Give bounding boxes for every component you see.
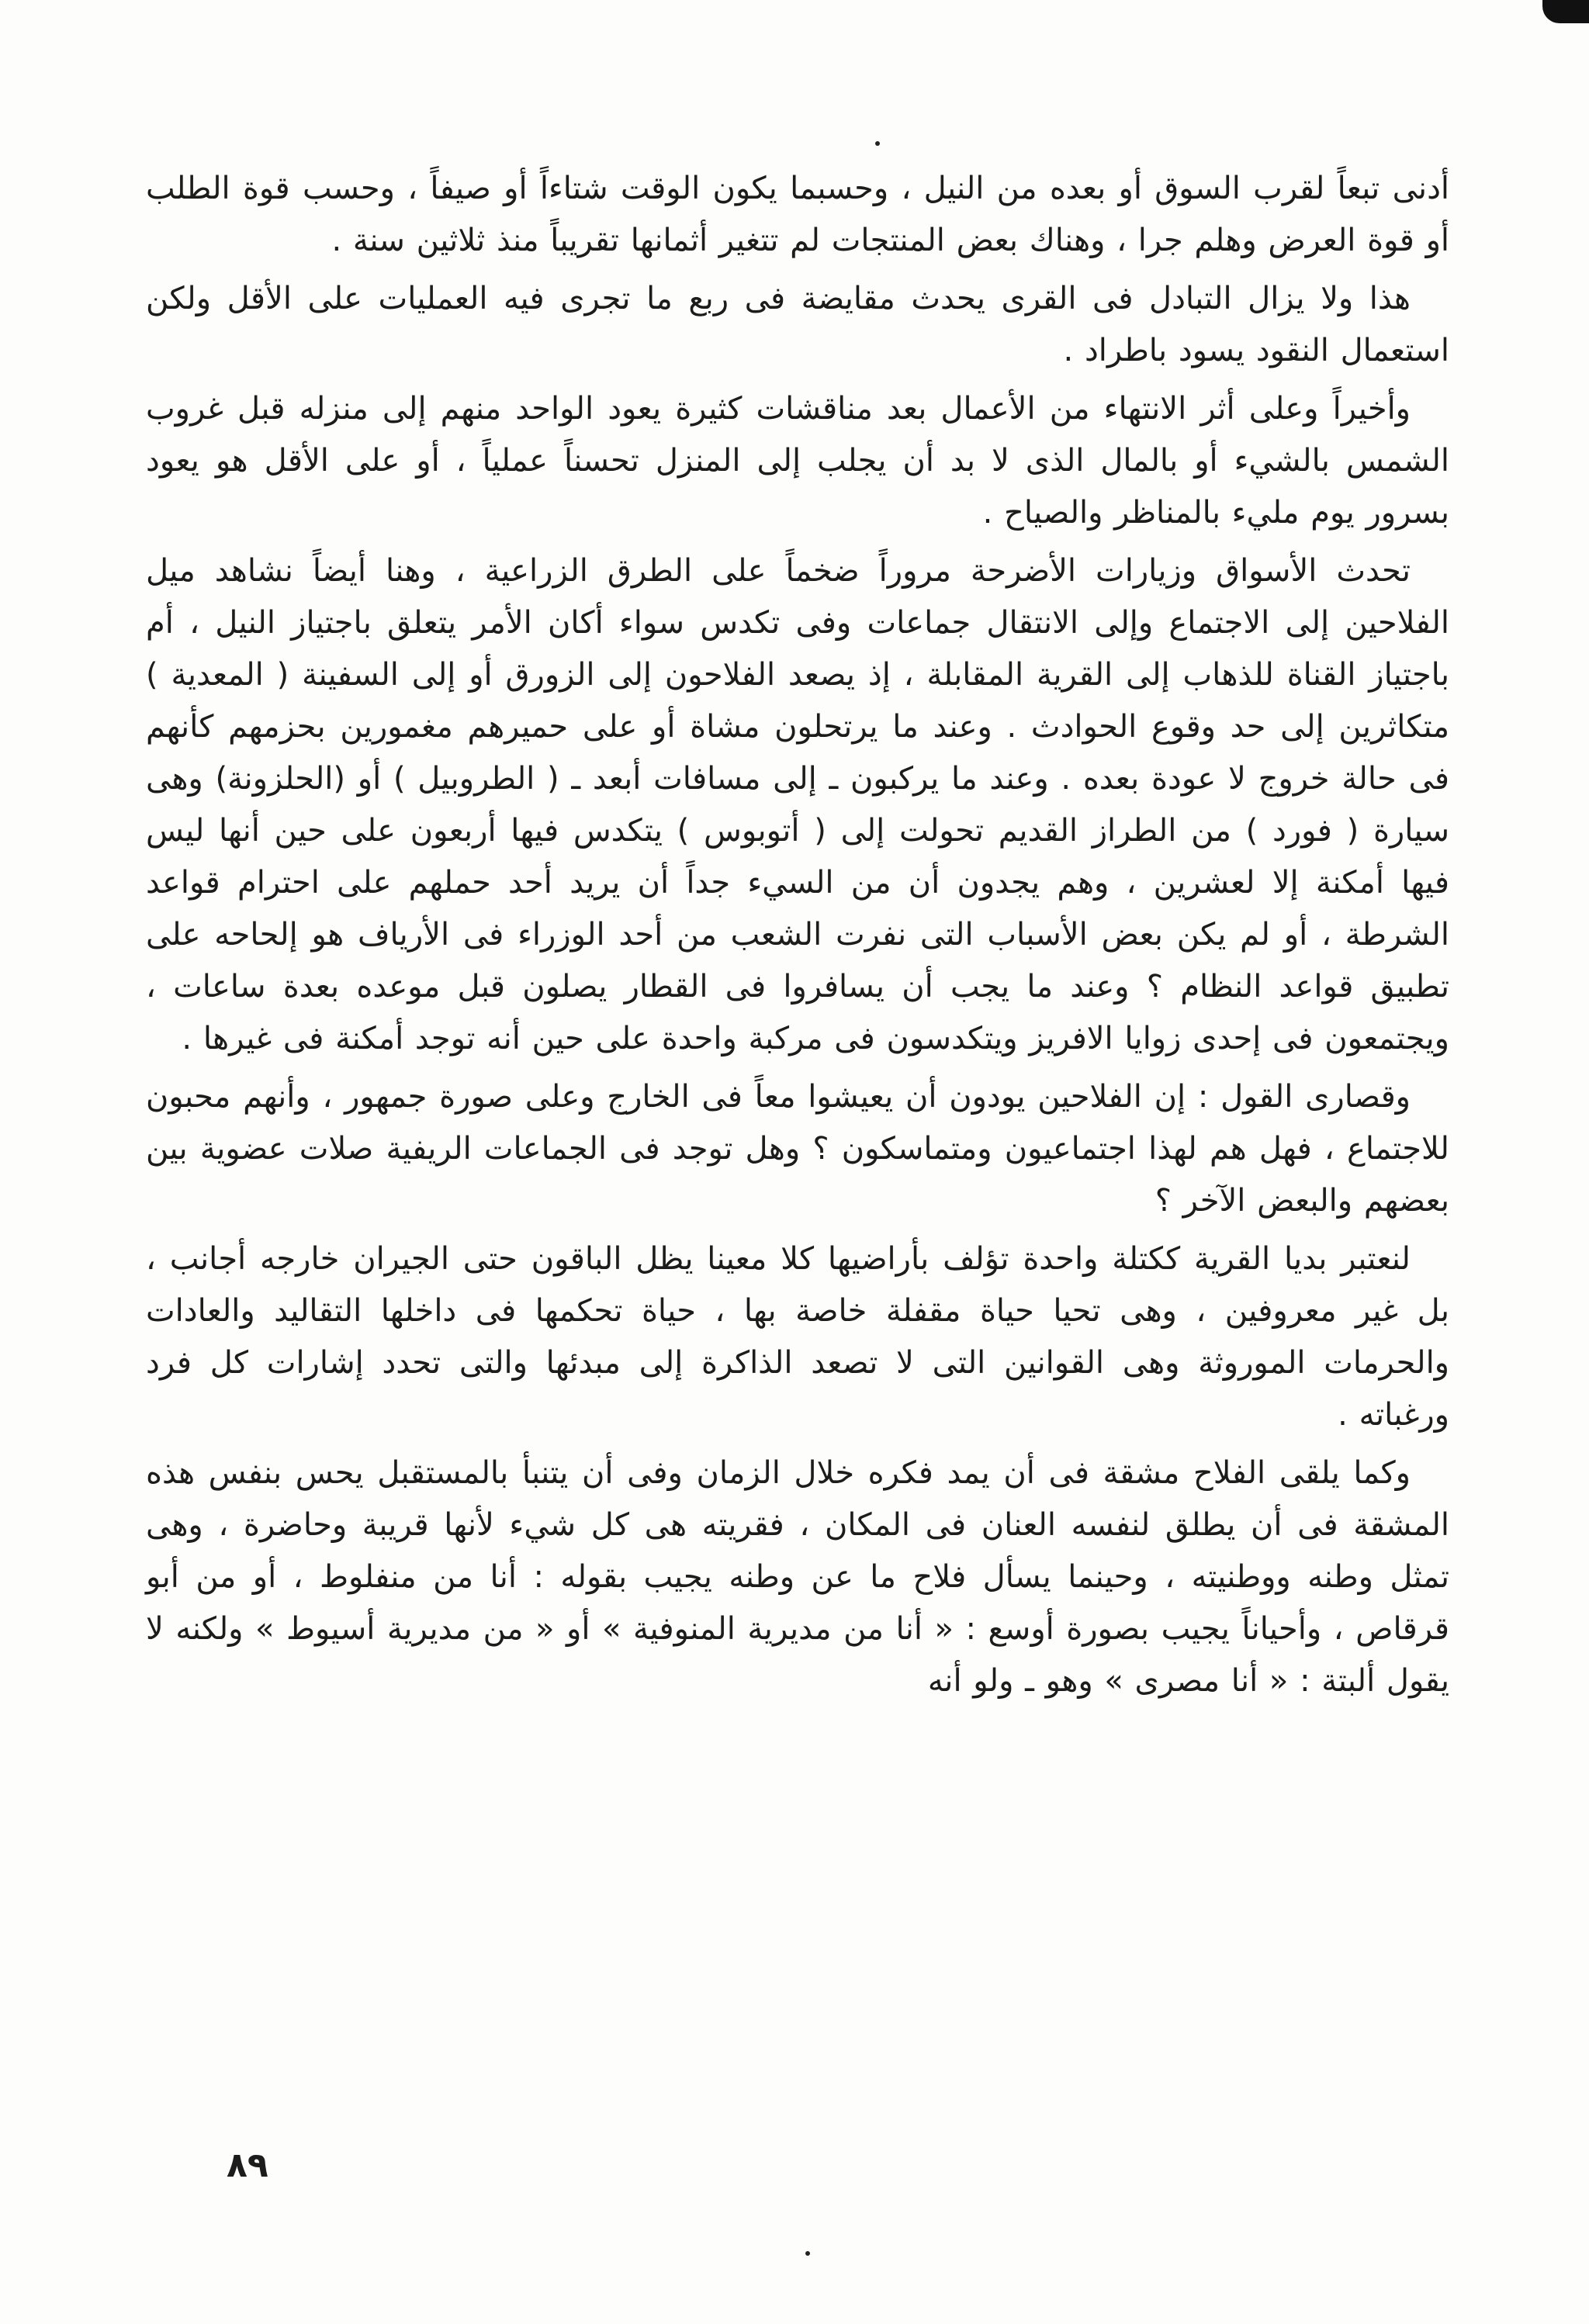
page-number: ٨٩ [227, 2146, 268, 2185]
paragraph-4: تحدث الأسواق وزيارات الأضرحة مروراً ضخماً على الطرق الزراعية ، وهنا أيضاً نشاهد ميل الفلاحين إلى الاجتماع وإلى الانتقال جماعات وفى تكدس سواء أكان الأمر يتعلق باجتياز النيل ، أم باجتياز القناة للذهاب إلى القرية المقابلة ، إذ يصعد الفلاحون إلى الزورق أو إلى السفينة ( المعدية ) متكاثرين إلى حد وقوع الحوادث . وعند ما يرتحلون مشاة أو على حميرهم مغمورين بحزمهم كأنهم فى حالة خروج لا عودة بعده . وعند ما يركبون ـ إلى مسافات أبعد ـ ( الطروبيل ) أو (الحلزونة) وهى سيارة ( فورد ) من الطراز القديم تحولت إلى ( أتوبوس ) يتكدس فيها أربعون على حين أنها ليس فيها أمكنة إلا لعشرين ، وهم يجدون أن من السيء جداً أن يريد أحد حملهم على احترام قواعد الشرطة ، أو لم يكن بعض الأسباب التى نفرت الشعب من أحد الوزراء فى الأرياف هو إلحاحه على تطبيق قواعد النظام ؟ وعند ما يجب أن يسافروا فى القطار يصلون قبل موعده بعدة ساعات ، ويجتمعون فى إحدى زوايا الافريز ويتكدسون فى مركبة واحدة على حين أنه توجد أمكنة فى غيرها . [146, 553, 1449, 1057]
paragraph-2: هذا ولا يزال التبادل فى القرى يحدث مقايضة فى ربع ما تجرى فيه العمليات على الأقل ولكن استعمال النقود يسود باطراد . [146, 281, 1449, 368]
scan-speck-bottom [805, 2251, 810, 2256]
scan-corner-mark [1542, 0, 1589, 23]
paragraph-3: وأخيراً وعلى أثر الانتهاء من الأعمال بعد مناقشات كثيرة يعود الواحد منهم إلى منزله قبل غروب الشمس بالشيء أو بالمال الذى لا بد أن يجلب إلى المنزل تحسناً عملياً ، أو على الأقل هو يعود بسرور يوم مليء بالمناظر والصياح . [146, 391, 1449, 531]
paragraph-6: لنعتبر بديا القرية ككتلة واحدة تؤلف بأراضيها كلا معينا يظل الباقون حتى الجيران خارجه أجانب ، بل غير معروفين ، وهى تحيا حياة مقفلة خاصة بها ، حياة تحكمها فى داخلها التقاليد والعادات والحرمات الموروثة وهى القوانين التى لا تصعد الذاكرة إلى مبدئها والتى تحدد إشارات كل فرد ورغباته . [146, 1241, 1449, 1433]
paragraph-1: أدنى تبعاً لقرب السوق أو بعده من النيل ، وحسبما يكون الوقت شتاءاً أو صيفاً ، وحسب قوة الطلب أو قوة العرض وهلم جرا ، وهناك بعض المنتجات لم تتغير أثمانها تقريباً منذ ثلاثين سنة . [146, 171, 1449, 258]
paragraph-5: وقصارى القول : إن الفلاحين يودون أن يعيشوا معاً فى الخارج وعلى صورة جمهور ، وأنهم محبون للاجتماع ، فهل هم لهذا اجتماعيون ومتماسكون ؟ وهل توجد فى الجماعات الريفية صلات عضوية بين بعضهم والبعض الآخر ؟ [146, 1079, 1449, 1219]
paragraph-7: وكما يلقى الفلاح مشقة فى أن يمد فكره خلال الزمان وفى أن يتنبأ بالمستقبل يحس بنفس هذه المشقة فى أن يطلق لنفسه العنان فى المكان ، فقريته هى كل شيء لأنها قريبة وحاضرة ، وهى تمثل وطنه ووطنيته ، وحينما يسأل فلاح ما عن وطنه يجيب بقوله : أنا من منفلوط ، أو من أبو قرقاص ، وأحياناً يجيب بصورة أوسع : « أنا من مديرية المنوفية » أو « من مديرية أسيوط » ولكنه لا يقول ألبتة : « أنا مصرى » وهو ـ ولو أنه [146, 1455, 1449, 1699]
body-text [146, 163, 1449, 1714]
scan-speck-top [875, 141, 880, 146]
